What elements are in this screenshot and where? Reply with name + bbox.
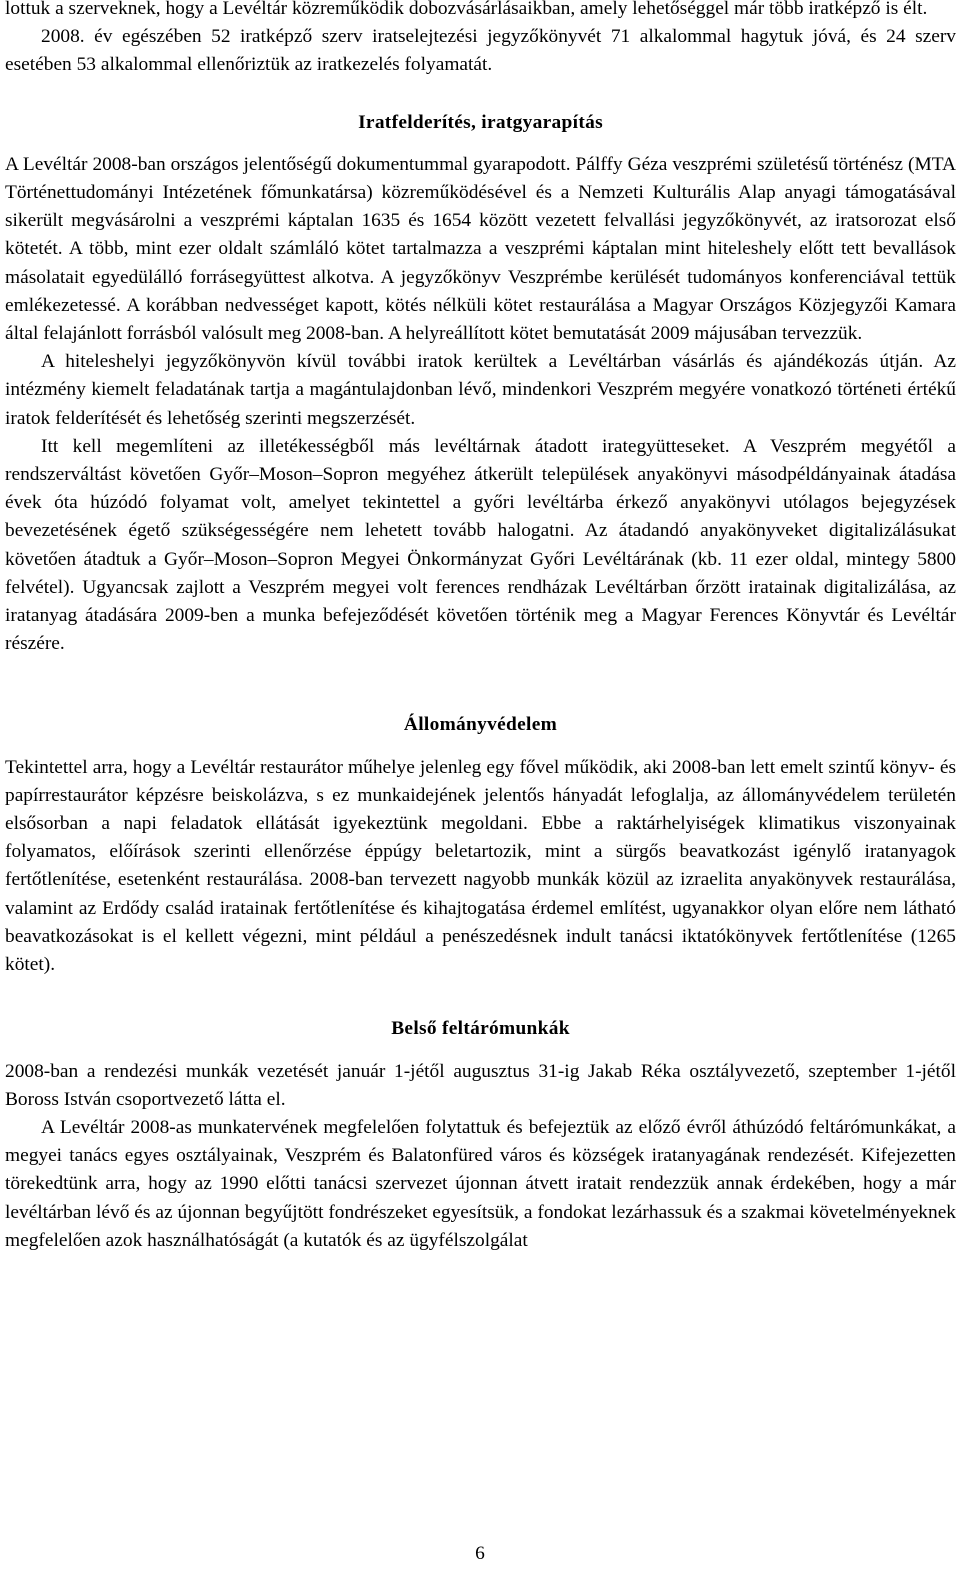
paragraph-intro-continuation: lottuk a szerveknek, hogy a Levéltár közreműködik dobozvásárlásaikban, amely lehetőséggel már több iratképző is élt. [5,0,928,19]
paragraph-transfers: Itt kell megemlíteni az illetékességből más levéltárnak átadott irategyütteseket. A Veszprém megyétől a rendszerváltást követően Győr–Moson–Sopron megyéhez átkerült települések anyakönyvi másodpéldányainak átadása évek óta húzódó folyamat volt, amelyet tekintettel a győri levéltárba érkező anyakönyvi utólagos bejegyzések bevezetésének égető szükségességére nem lehetett tovább halogatni. Az átadandó anyakönyveket digitalizálásukat követően átadtuk a Győr–Moson–Sopron Megyei Önkormányzat Győri Levéltárának (kb. 11 ezer oldal, mintegy 5800 felvétel). Ugyancsak zajlott a Veszprém megyei volt ferences rendházak Levéltárban őrzött iratainak digitalizálása, az iratanyag átadására 2009-ben a munka befejeződését követően történik meg a Magyar Ferences Könyvtár és Levéltár részére. [5,435,956,655]
paragraph-acquisition: A Levéltár 2008-ban országos jelentőségű dokumentummal gyarapodott. Pálffy Géza veszprémi születésű történész (MTA Történettudományi Intézetének főmunkatársa) közreműködésével és a Nemzeti Kulturális Alap anyagi támogatásával sikerült megvásárolni a veszprémi káptalan 1635 és 1654 között vezetett felvallási jegyzőkönyvét, az iratsorozat első kötetét. A több, mint ezer oldalt számláló kötet tartalmazza a veszprémi káptalan mint hiteleshely előtt tett bevallások másolatait egyedülálló forrásegyüttest alkotva. A jegyzőkönyv Veszprémbe kerülését tudományos konferenciával tettük emlékezetessé. A korábban nedvességet kapott, kötés nélküli kötet restaurálása a Magyar Országos Közjegyzői Kamara által felajánlott forrásból valósult meg 2008-ban. A helyreállított kötet bemutatását 2009 májusában tervezzük. [5,153,956,345]
paragraph-management: 2008-ban a rendezési munkák vezetését január 1-jétől augusztus 31-ig Jakab Réka osztályvezető, szeptember 1-jétől Boross István csoportvezető látta el. [5,1060,956,1110]
paragraph-work-plan: A Levéltár 2008-as munkatervének megfelelően folytattuk és befejeztük az előző évről áthúzódó feltárómunkákat, a megyei tanács egyes osztályainak, Veszprém és Balatonfüred város és községek iratanyagának rendezését. Kifejezetten törekedtünk arra, hogy az 1990 előtti tanácsi szervezet újonnan átvett iratait rendezzük annak érdekében, hogy a már levéltárban lévő és az újonnan begyűjtött fondrészeket egyesítsük, a fondokat lezárhassuk és a szakmai követelményeknek megfelelően azok használhatóságát (a kutatók és az ügyfélszolgálat [5,1116,956,1251]
paragraph-preservation: Tekintettel arra, hogy a Levéltár restaurátor műhelye jelenleg egy fővel működik, aki 2008-ban lett emelt szintű könyv- és papírrestaurátor képzésre beiskolázva, s ez munkaidejének jelentős hányadát lefoglalja, az állományvédelem területén elsősorban a napi feladatok ellátását igyekeztünk megoldani. Ebbe a raktárhelyiségek klimatikus viszonyainak folyamatos, előírások szerinti ellenőrzése éppúgy beletartozik, mint a sürgős beavatkozást igénylő iratanyagok fertőtlenítése, esetenként restaurálása. 2008-ban tervezett nagyobb munkák közül az izraelita anyakönyvek restaurálása, valamint az Erdődy család iratainak fertőtlenítése és kihajtogatása érdemel említést, ugyanakkor olyan előre nem látható beavatkozásokat is el kellett végezni, mint például a penészedésnek indult tanácsi iktatókönyvek fertőtlenítése (1265 kötet). [5,756,956,976]
heading-allomanyvedelem: Állományvédelem [403,714,558,736]
document-page [5,0,956,1255]
heading-iratfelderites: Iratfelderítés, iratgyarapítás [358,111,603,133]
page-number: 6 [475,1543,485,1564]
paragraph-purchases: A hiteleshelyi jegyzőkönyvön kívül további iratok kerültek a Levéltárban vásárlás és ajándékozás útján. Az intézmény kiemelt feladatának tartja a magántulajdonban lévő, mindenkori Veszprém megyére vonatkozó történeti értékű iratok felderítését és lehetőség szerinti megszerzését. [5,351,956,429]
heading-belso-feltaromunkak: Belső feltárómunkák [391,1018,570,1040]
paragraph-selection-stats: 2008. év egészében 52 iratképző szerv iratselejtezési jegyzőkönyvét 71 alkalommal hagytuk jóvá, és 24 szerv esetében 53 alkalommal ellenőriztük az iratkezelés folyamatát. [5,26,956,76]
